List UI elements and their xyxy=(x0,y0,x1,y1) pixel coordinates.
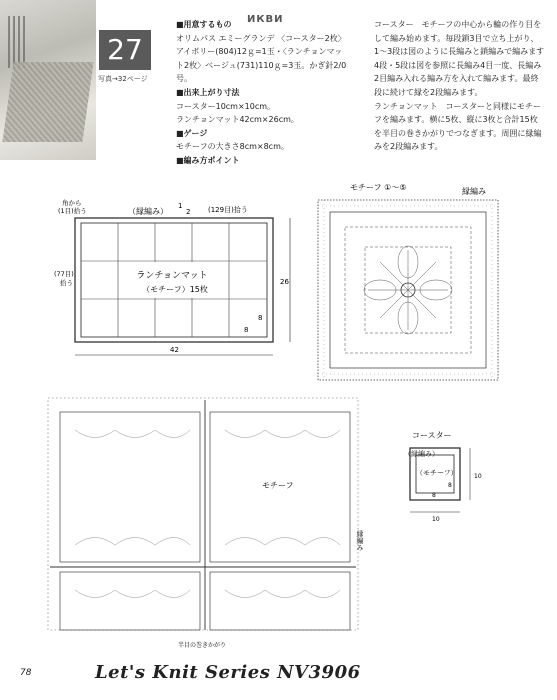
publisher-logo: ИКВИ xyxy=(247,14,284,25)
instruction-line: して編み始めます。毎段鎖3目で立ち上がり、 xyxy=(374,33,539,43)
coaster-schematic xyxy=(404,431,482,523)
coaster-height: 10 xyxy=(474,473,482,480)
coaster-edging-label: （縁編み） xyxy=(404,450,439,458)
placemat-inner-height: 8 xyxy=(258,314,263,322)
join-motif-label: モチーフ xyxy=(262,481,294,490)
placemat-count-2: 2 xyxy=(186,208,191,216)
materials-line: オリムパス エミーグランデ 〈コースター2枚〉 xyxy=(176,33,346,43)
placemat-schematic xyxy=(54,198,290,355)
placemat-corner-label2: (1目)拾う xyxy=(58,207,87,215)
instruction-line: フを編みます。横に5枚、縦に3枚と合計15枚 xyxy=(374,115,538,125)
instruction-line: 1～3段は図のように長編みと鎖編みで編みます xyxy=(374,47,545,57)
instruction-line: 4段・5段は図を参照に長編み4目一度、長編み xyxy=(374,60,542,70)
placemat-edging-label: （縁編み） xyxy=(128,207,168,216)
placemat-corner-label: 角から xyxy=(62,199,82,207)
gauge-heading: ■ゲージ xyxy=(176,128,208,138)
size-line: ランチョンマット42cm×26cm。 xyxy=(176,115,299,125)
coaster-motif-label: （モチーフ） xyxy=(416,469,458,477)
points-heading: ■編み方ポイント xyxy=(176,155,240,165)
join-outer-edge xyxy=(48,398,358,630)
instruction-line: を半目の巻きかがりでつなぎます。周囲に縁編 xyxy=(374,128,542,138)
join-motif-lower-right xyxy=(210,572,350,630)
placemat-height: 26 xyxy=(280,278,289,286)
placemat-side-pick2: 拾う xyxy=(60,279,73,287)
instruction-line: みを2段編みます。 xyxy=(374,142,443,152)
join-stitch-fans xyxy=(75,430,340,598)
placemat-motif-label: （モチーフ）15枚 xyxy=(142,285,208,294)
placemat-count-1: 1 xyxy=(178,202,183,210)
instruction-line: ランチョンマット コースターと同様にモチー xyxy=(374,101,542,111)
placemat-width: 42 xyxy=(170,346,179,354)
join-motif-left xyxy=(60,412,200,562)
instruction-line: 段に続けて縁を2段編みます。 xyxy=(374,87,483,97)
photo-page-reference: 写真→32ページ xyxy=(98,75,148,83)
join-motif-lower-left xyxy=(60,572,200,630)
join-edge-label: 縁編み xyxy=(356,530,364,551)
coaster-inner-dim-2: 8 xyxy=(432,492,436,499)
motif-title: モチーフ ①～⑤ xyxy=(350,183,407,192)
coaster-title: コースター xyxy=(412,431,452,440)
materials-heading: ■用意するもの xyxy=(176,20,232,29)
coaster-inner-dim: 8 xyxy=(448,482,452,489)
gauge-line: モチーフの大きさ8cm×8cm。 xyxy=(176,142,289,152)
instruction-line: 2目編み入れる編み方を入れて編みます。最終 xyxy=(374,74,539,84)
materials-line: ト2枚〉ベージュ(731)110ｇ=3玉。かぎ針2/0号。 xyxy=(176,60,347,84)
placemat-inner-width: 8 xyxy=(244,326,249,334)
pattern-number: 27 xyxy=(99,30,151,70)
materials-line: アイボリー(804)12ｇ=1玉・〈ランチョンマッ xyxy=(176,47,343,57)
placemat-top-pick: (129目)拾う xyxy=(208,206,248,214)
placemat-title: ランチョンマット xyxy=(136,271,208,281)
instruction-line: コースター モチーフの中心から輪の作り目を xyxy=(374,20,542,29)
join-chart xyxy=(48,398,364,649)
motif-petals xyxy=(364,246,452,334)
size-heading: ■出来上がり寸法 xyxy=(176,87,240,97)
series-title: Let's Knit Series NV3906 xyxy=(95,662,361,683)
placemat-side-pick: (77目) xyxy=(54,270,74,278)
page-number: 78 xyxy=(20,668,32,678)
motif-edge-label: 縁編み xyxy=(462,187,486,196)
coaster-width: 10 xyxy=(432,516,440,523)
size-line: コースター10cm×10cm。 xyxy=(176,101,276,111)
join-note: 半目の巻きかがり xyxy=(178,642,227,649)
motif-chart xyxy=(318,183,498,380)
